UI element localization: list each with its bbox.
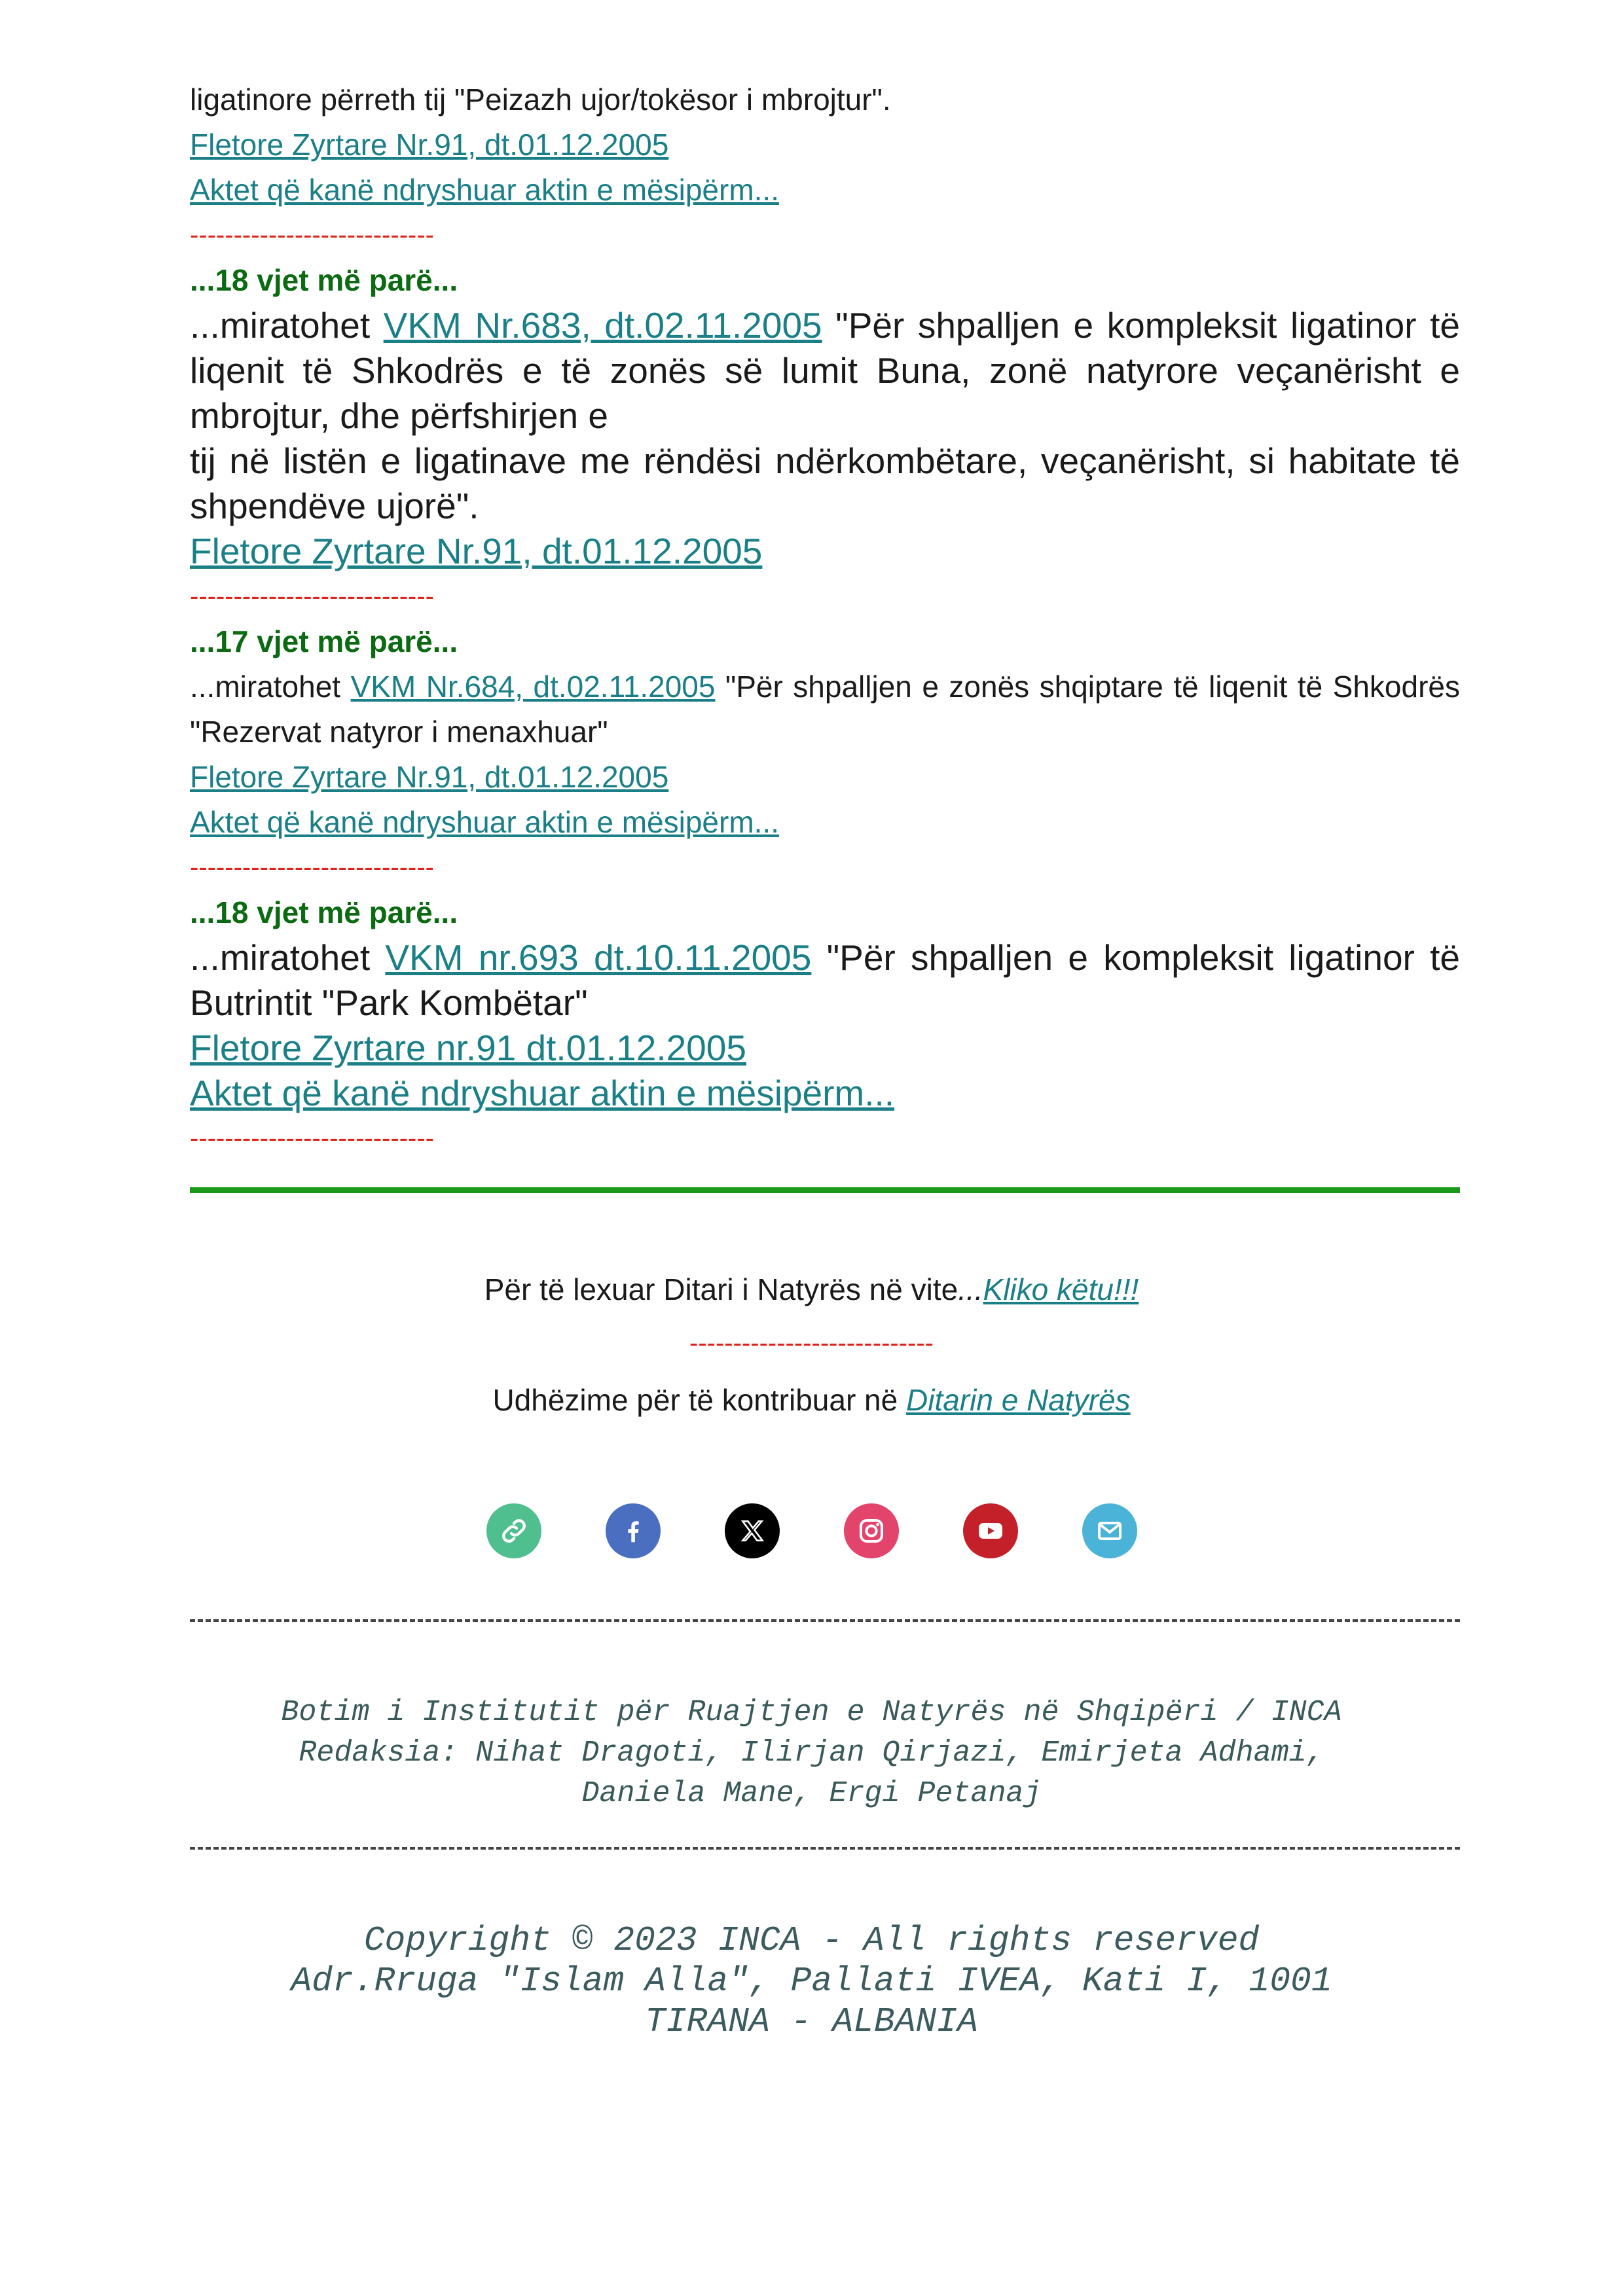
dashed-separator — [190, 1619, 1460, 1622]
amendments-link[interactable]: Aktet që kanë ndryshuar aktin e mësipërm... — [190, 805, 779, 839]
footer-red-separator: ---------------------------- — [689, 1329, 934, 1357]
years-ago-heading: ...17 vjet më parë... — [190, 624, 458, 658]
address-city: TIRANA - ALBANIA — [645, 2002, 978, 2041]
archive-text: Për të lexuar Ditari i Natyrës në vite — [484, 1272, 958, 1306]
credits-editors-continued: Daniela Mane, Ergi Petanaj — [581, 1777, 1042, 1810]
contribute-text: Udhëzime për të kontribuar në — [492, 1383, 906, 1417]
entry-prefix: ...miratohet — [190, 670, 351, 704]
entry-text — [190, 664, 1460, 755]
copyright-block — [0, 1920, 1623, 2042]
entry-text — [190, 303, 1460, 439]
contribute-link[interactable]: Ditarin e Natyrës — [906, 1383, 1131, 1417]
vkm-link[interactable]: VKM Nr.683, dt.02.11.2005 — [383, 305, 822, 346]
gazette-link[interactable]: Fletore Zyrtare nr.91 dt.01.12.2005 — [190, 1028, 746, 1068]
credits-editors: Redaksia: Nihat Dragoti, Ilirjan Qirjazi, Emirjeta Adhami, — [299, 1736, 1324, 1770]
credits-publisher: Botim i Institutit për Ruajtjen e Natyrës në Shqipëri / INCA — [281, 1696, 1342, 1729]
dashed-separator — [190, 1847, 1460, 1850]
address-line: Adr.Rruga "Islam Alla", Pallati IVEA, Kati I, 1001 — [291, 1962, 1332, 2001]
red-separator: ---------------------------- — [190, 582, 434, 611]
red-separator: ---------------------------- — [190, 1124, 434, 1153]
continuation-text: ligatinore përreth tij "Peizazh ujor/tokësor i mbrojtur". — [190, 82, 891, 117]
entry-text — [190, 935, 1460, 1026]
copyright-text: Copyright © 2023 INCA - All rights reserved — [363, 1921, 1260, 1960]
credits — [0, 1693, 1623, 1814]
gazette-link[interactable]: Fletore Zyrtare Nr.91, dt.01.12.2005 — [190, 531, 763, 571]
red-separator: ---------------------------- — [190, 221, 434, 249]
instagram-icon[interactable] — [844, 1503, 899, 1558]
facebook-icon[interactable] — [606, 1503, 661, 1558]
years-ago-heading: ...18 vjet më parë... — [190, 895, 458, 929]
green-divider — [190, 1187, 1460, 1193]
entry-prefix: ...miratohet — [190, 937, 386, 978]
years-ago-heading: ...18 vjet më parë... — [190, 263, 458, 297]
article-body — [190, 77, 1460, 1161]
vkm-link[interactable]: VKM Nr.684, dt.02.11.2005 — [350, 670, 716, 704]
social-icons — [0, 1503, 1623, 1558]
x-icon[interactable] — [725, 1503, 780, 1558]
gazette-link[interactable]: Fletore Zyrtare Nr.91, dt.01.12.2005 — [190, 128, 669, 162]
archive-link[interactable]: Kliko këtu!!! — [983, 1272, 1139, 1306]
contribute-line — [0, 1378, 1623, 1423]
gazette-link[interactable]: Fletore Zyrtare Nr.91, dt.01.12.2005 — [190, 760, 669, 794]
entry-prefix: ...miratohet — [190, 305, 384, 346]
entry-description: "Për shpalljen e kompleksit ligatinor të Butrintit "Park Kombëtar" — [190, 937, 1461, 1023]
entry-text-continued: tij në listën e ligatinave me rëndësi ndërkombëtare, veçanërisht, si habitate të shpendëve ujorë". — [190, 440, 1460, 526]
vkm-link[interactable]: VKM nr.693 dt.10.11.2005 — [385, 937, 812, 978]
entry-description: "Për shpalljen e kompleksit ligatinor të liqenit të Shkodrës e të zonës së lumit Buna, zonë natyrore veçanërisht e mbrojtur, dhe përfshirjen e — [190, 305, 1461, 436]
youtube-icon[interactable] — [963, 1503, 1018, 1558]
archive-ellipsis: ... — [958, 1272, 983, 1306]
entry-description: "Për shpalljen e zonës shqiptare të liqenit të Shkodrës "Rezervat natyror i menaxhuar" — [190, 670, 1460, 749]
amendments-link[interactable]: Aktet që kanë ndryshuar aktin e mësipërm... — [190, 173, 779, 207]
link-icon[interactable] — [486, 1503, 541, 1558]
archive-line — [0, 1267, 1623, 1312]
red-separator: ---------------------------- — [190, 853, 434, 882]
email-icon[interactable] — [1082, 1503, 1137, 1558]
amendments-link[interactable]: Aktet që kanë ndryshuar aktin e mësipërm... — [190, 1073, 895, 1113]
